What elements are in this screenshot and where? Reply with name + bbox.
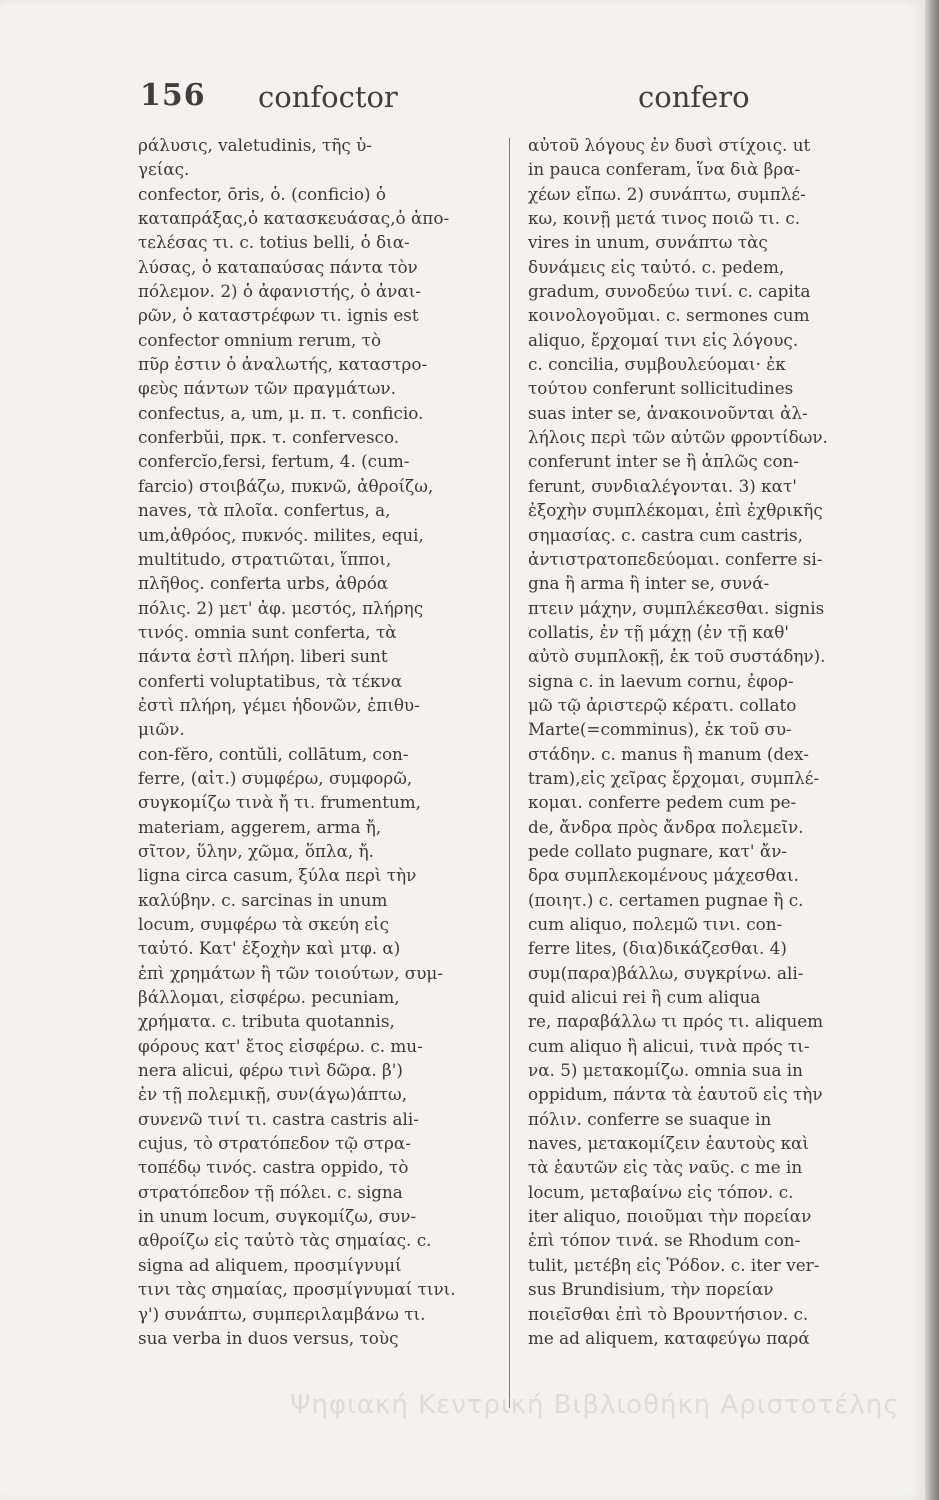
entry-line: conferbŭi, πρκ. τ. confervesco. [138,427,400,448]
entry-line: ἀντιστρατοπεδεύομαι. conferre si- [528,548,823,569]
entry-line: cujus, τὸ στρατόπεδον τῷ στρα- [138,1133,411,1154]
entry-line: χρήματα. c. tributa quotannis, [138,1011,395,1032]
right-guide-word: confero [638,80,750,114]
entry-line: χέων εἴπω. 2) συνάπτω, συμπλέ- [528,183,806,204]
entry-line: ἐπὶ χρημάτων ἢ τῶν τοιούτων, συμ- [138,962,444,983]
entry-line: γείας. [138,159,190,180]
entry-line: πάντα ἐστὶ πλήρη. liberi sunt [138,646,388,667]
library-watermark: Ψηφιακή Κεντρική Βιβλιοθήκη Αριστοτέλης [290,1390,900,1420]
entry-line: sua verba in duos versus, τοὺς [138,1327,399,1348]
entry-line: um,ἀθρόος, πυκνός. milites, equi, [138,524,424,545]
entry-line: oppidum, πάντα τὰ ἑαυτοῦ εἰς τὴν [528,1084,823,1105]
entry-line: Marte(=comminus), ἐκ τοῦ συ- [528,719,792,740]
entry-line: in unum locum, συγκομίζω, συν- [138,1206,417,1227]
entry-line: confercĭo,fersi, fertum, 4. (cum- [138,451,410,472]
entry-line: gna ἢ arma ἢ inter se, συνά- [528,573,770,594]
entry-line: locum, μεταβαίνω εἰς τόπον. c. [528,1181,794,1202]
entry-line: signa c. in laevum cornu, ἐφορ- [528,670,794,691]
entry-line: ταὐτό. Κατ' ἐξοχὴν καὶ μτφ. α) [138,938,401,959]
entry-line: σῖτον, ὕλην, χῶμα, ὅπλα, ἤ. [138,840,374,861]
entry-line: καλύβην. c. sarcinas in unum [138,889,388,910]
entry-line: locum, συμφέρω τὰ σκεύη εἰς [138,914,389,934]
entry-line: cum aliquo, πολεμῶ τινι. con- [528,914,783,934]
left-guide-word: confoctor [258,80,398,114]
entry-line: φόρους κατ' ἔτος εἰσφέρω. c. mu- [138,1035,423,1056]
entry-line: ferre, (αἰτ.) συμφέρω, συμφορῶ, [138,767,413,788]
entry-line: φεὺς πάντων τῶν πραγμάτων. [138,378,396,399]
entry-line: ferre lites, (δια)δικάζεσθαι. 4) [528,938,787,959]
entry-line: materiam, aggerem, arma ἤ, [138,816,382,837]
entry-line: confector, ōris, ὁ. (conficio) ὁ [138,183,386,204]
entry-line: στρατόπεδον τῇ πόλει. c. signa [138,1181,403,1202]
entry-line: δρα συμπλεκομένους μάχεσθαι. [528,865,799,886]
entry-line: (ποιητ.) c. certamen pugnae ἢ c. [528,889,804,910]
entry-line: de, ἄνδρα πρὸς ἄνδρα πολεμεῖν. [528,816,804,837]
entry-line: λύσας, ὁ καταπαύσας πάντα τὸν [138,256,418,277]
entry-line: να. 5) μετακομίζω. omnia sua in [528,1060,803,1081]
entry-line: τοπέδῳ τινός. castra oppido, τὸ [138,1157,409,1178]
page-header [140,78,760,118]
entry-line: αθροίζω εἰς ταὐτὸ τὰς σημαίας. c. [138,1230,432,1251]
entry-line: πῦρ ἐστιν ὁ ἀναλωτής, καταστρο- [138,354,428,375]
entry-line: κομαι. conferre pedem cum pe- [528,792,797,813]
entry-line: ἐν τῇ πολεμικῇ, συν(άγω)άπτω, [138,1084,408,1105]
entry-line: conferti voluptatibus, τὰ τέκνα [138,670,403,691]
entry-line: tram),εἰς χεῖρας ἔρχομαι, συμπλέ- [528,767,820,788]
entry-line: quid alicui rei ἢ cum aliqua [528,987,761,1008]
entry-line: vires in unum, συνάπτω τὰς [528,232,768,253]
entry-line: pede collato pugnare, κατ' ἄν- [528,840,788,861]
entry-line: con-fĕro, contŭli, collātum, con- [138,743,409,764]
entry-line: me ad aliquem, καταφεύγω παρά [528,1327,810,1348]
entry-line: farcio) στοιβάζω, πυκνῶ, ἀθροίζω, [138,475,434,496]
entry-line: ἐξοχὴν συμπλέκομαι, ἐπὶ ἐχθρικῆς [528,500,823,521]
entry-line: πόλεμον. 2) ὁ ἀφανιστής, ὁ ἀναι- [138,281,421,302]
entry-line: sus Brundisium, τὴν πορείαν [528,1279,774,1300]
entry-line: συνενῶ τινί τι. castra castris ali- [138,1108,419,1129]
entry-line: ποιεῖσθαι ἐπὶ τὸ Βρουντήσιον. c. [528,1303,809,1324]
entry-line: aliquo, ἔρχομαί τινι εἰς λόγους. [528,329,799,350]
entry-line: confectus, a, um, μ. π. τ. conficio. [138,402,424,423]
entry-line: re, παραβάλλω τι πρός τι. aliquem [528,1011,824,1032]
entry-line: gradum, συνοδεύω τινί. c. capita [528,281,811,302]
entry-line: πόλις. 2) μετ' ἀφ. μεστός, πλήρης [138,597,424,618]
entry-line: αὐτὸ συμπλοκῇ, ἐκ τοῦ συστάδην). [528,646,826,667]
entry-line: τινι τὰς σημαίας, προσμίγνυμαί τινι. [138,1279,456,1300]
entry-line: iter aliquo, ποιοῦμαι τὴν πορείαν [528,1206,812,1227]
entry-line: συμ(παρα)βάλλω, συγκρίνω. ali- [528,962,804,983]
entry-line: ἐπὶ τόπον τινά. se Rhodum con- [528,1230,801,1251]
entry-line: δυνάμεις εἰς ταὐτό. c. pedem, [528,256,785,277]
page-edge [925,0,939,1500]
entry-line: τούτου conferunt sollicitudines [528,378,794,399]
entry-line: in pauca conferam, ἵνα διὰ βρα- [528,159,801,180]
entry-line: γ') συνάπτω, συμπεριλαμβάνω τι. [138,1303,426,1324]
entry-line: ἐστὶ πλήρη, γέμει ἡδονῶν, ἐπιθυ- [138,694,420,715]
entry-line: συγκομίζω τινὰ ἤ τι. frumentum, [138,792,422,813]
entry-line: λήλοις περὶ τῶν αὐτῶν φροντίδων. [528,427,828,448]
entry-line: ρῶν, ὁ καταστρέφων τι. ignis est [138,305,419,326]
entry-line: κοινολογοῦμαι. c. sermones cum [528,305,810,326]
left-column [138,133,490,1350]
entry-line: nera alicui, φέρω τινὶ δῶρα. β') [138,1060,403,1081]
entry-line: cum aliquo ἢ alicui, τινὰ πρός τι- [528,1035,810,1056]
entry-line: naves, τὰ πλοῖα. confertus, a, [138,500,391,521]
entry-line: ράλυσις, valetudinis, τῆς ὑ- [138,135,372,155]
entry-line: tulit, μετέβη εἰς Ῥόδον. c. iter ver- [528,1254,820,1275]
entry-line: ligna circa casum, ξύλα περὶ τὴν [138,865,417,886]
entry-line: κω, κοινῇ μετά τινος ποιῶ τι. c. [528,208,801,229]
entry-line: conferunt inter se ἢ ἁπλῶς con- [528,451,800,472]
entry-line: multitudo, στρατιῶται, ἵπποι, [138,548,392,569]
entry-line: πόλιν. conferre se suaque in [528,1108,772,1129]
entry-line: naves, μετακομίζειν ἑαυτοὺς καὶ [528,1133,809,1154]
entry-line: signa ad aliquem, προσμίγνυμί [138,1254,402,1275]
entry-line: καταπράξας,ὁ κατασκευάσας,ὁ ἀπο- [138,208,450,229]
entry-line: collatis, ἐν τῇ μάχῃ (ἐν τῇ καθ' [528,621,789,642]
page-number: 156 [140,78,206,113]
entry-line: στάδην. c. manus ἢ manum (dex- [528,743,809,764]
entry-line: τὰ ἑαυτῶν εἰς τὰς ναῦς. c me in [528,1157,803,1178]
entry-line: ferunt, συνδιαλέγονται. 3) κατ' [528,475,797,496]
entry-line: μῶ τῷ ἀριστερῷ κέρατι. collato [528,694,797,715]
entry-line: c. concilia, συμβουλεύομαι· ἐκ [528,354,786,375]
entry-line: βάλλομαι, εἰσφέρω. pecuniam, [138,987,400,1008]
entry-line: πλῆθος. conferta urbs, ἀθρόα [138,573,389,594]
entry-line: μιῶν. [138,719,185,740]
right-column [528,133,880,1350]
entry-line: πτειν μάχην, συμπλέκεσθαι. signis [528,597,825,618]
entry-line: αὐτοῦ λόγους ἐν δυσὶ στίχοις. ut [528,135,811,155]
entry-line: confector omnium rerum, τὸ [138,329,382,350]
entry-line: τινός. omnia sunt conferta, τὰ [138,621,397,642]
entry-line: σημασίας. c. castra cum castris, [528,524,803,545]
entry-line: τελέσας τι. c. totius belli, ὁ δια- [138,232,410,253]
column-divider [509,138,510,1408]
entry-line: suas inter se, ἀνακοινοῦνται ἀλ- [528,402,808,423]
